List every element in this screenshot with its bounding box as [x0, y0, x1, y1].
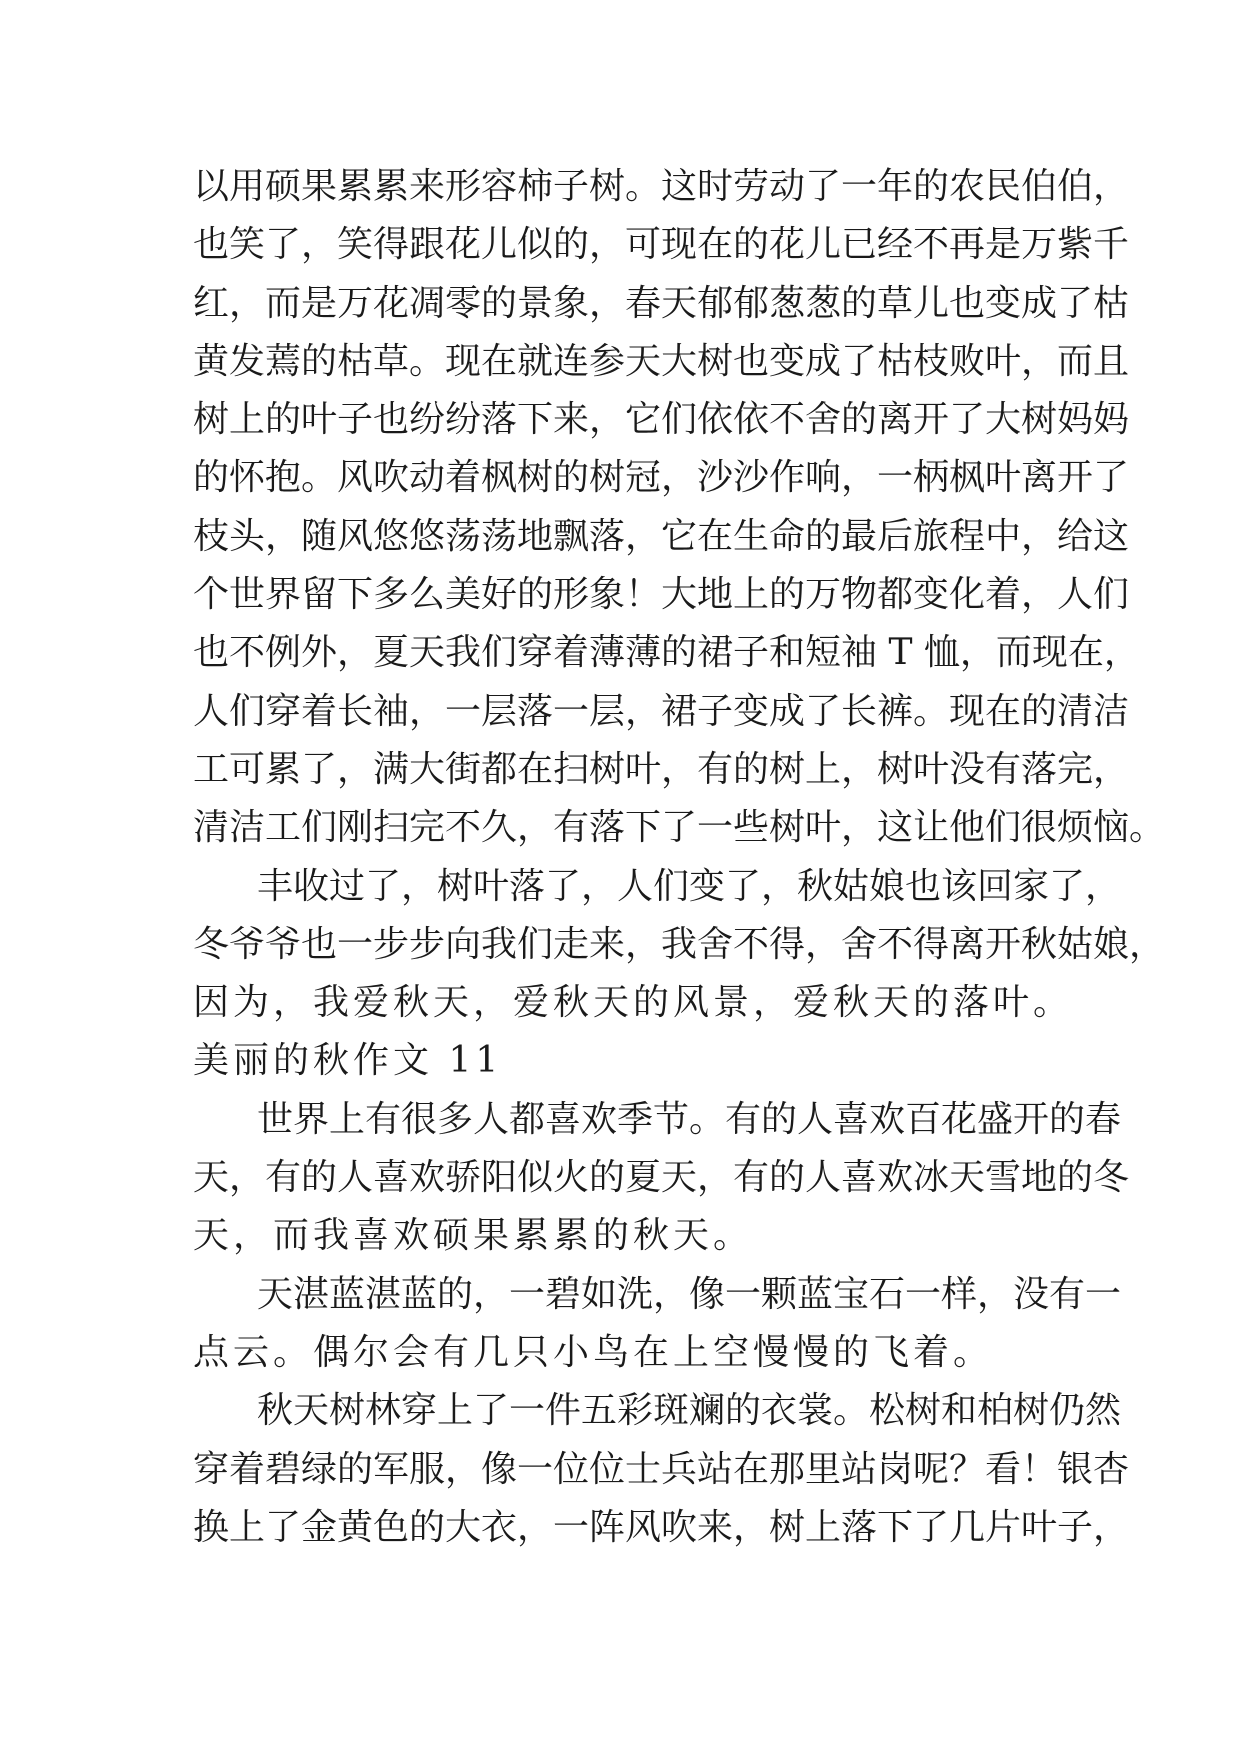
text-line: 秋天树林穿上了一件五彩斑斓的衣裳。松树和柏树仍然 [257, 1390, 1122, 1432]
text-line: 也笑了，笑得跟花儿似的，可现在的花儿已经不再是万紫千 [193, 224, 1130, 266]
text-line: 黄发蔫的枯草。现在就连参天大树也变成了枯枝败叶，而且 [193, 340, 1130, 382]
document-body [193, 158, 1166, 1557]
text-line: 世界上有很多人都喜欢季节。有的人喜欢百花盛开的春 [257, 1098, 1122, 1140]
text-line: 换上了金黄色的大衣，一阵风吹来，树上落下了几片叶子， [193, 1506, 1130, 1548]
text-line: 因为，我爱秋天，爱秋天的风景，爱秋天的落叶。 [193, 982, 1074, 1024]
text-line: 人们穿着长袖，一层落一层，裙子变成了长裤。现在的清洁 [193, 690, 1130, 732]
text-line: 也不例外，夏天我们穿着薄薄的裙子和短袖 T 恤，而现在， [193, 632, 1140, 674]
text-line: 清洁工们刚扫完不久，有落下了一些树叶，这让他们很烦恼。 [193, 807, 1166, 849]
text-line: 冬爷爷也一步步向我们走来，我舍不得，舍不得离开秋姑娘， [193, 923, 1166, 965]
text-line: 天，有的人喜欢骄阳似火的夏天，有的人喜欢冰天雪地的冬 [193, 1157, 1130, 1199]
text-line: 丰收过了，树叶落了，人们变了，秋姑娘也该回家了， [257, 865, 1122, 907]
text-line: 的怀抱。风吹动着枫树的树冠，沙沙作响，一柄枫叶离开了 [193, 457, 1130, 499]
text-line: 以用硕果累累来形容柿子树。这时劳动了一年的农民伯伯， [193, 166, 1130, 207]
text-line: 红，而是万花凋零的景象，春天郁郁葱葱的草儿也变成了枯 [193, 282, 1130, 324]
text-line: 穿着碧绿的军服，像一位位士兵站在那里站岗呢？看！银杏 [193, 1448, 1130, 1490]
text-line: 树上的叶子也纷纷落下来，它们依依不舍的离开了大树妈妈 [193, 399, 1130, 441]
text-line: 点云。偶尔会有几只小鸟在上空慢慢的飞着。 [193, 1331, 994, 1373]
text-line: 枝头，随风悠悠荡荡地飘落，它在生命的最后旅程中，给这 [193, 515, 1130, 557]
text-line: 个世界留下多么美好的形象！大地上的万物都变化着，人们 [193, 574, 1130, 616]
text-line: 天，而我喜欢硕果累累的秋天。 [193, 1215, 754, 1257]
text-line: 天湛蓝湛蓝的，一碧如洗，像一颗蓝宝石一样，没有一 [257, 1273, 1122, 1315]
text-line: 工可累了，满大街都在扫树叶，有的树上，树叶没有落完， [193, 748, 1130, 790]
section-heading: 美丽的秋作文 11 [193, 1040, 503, 1082]
